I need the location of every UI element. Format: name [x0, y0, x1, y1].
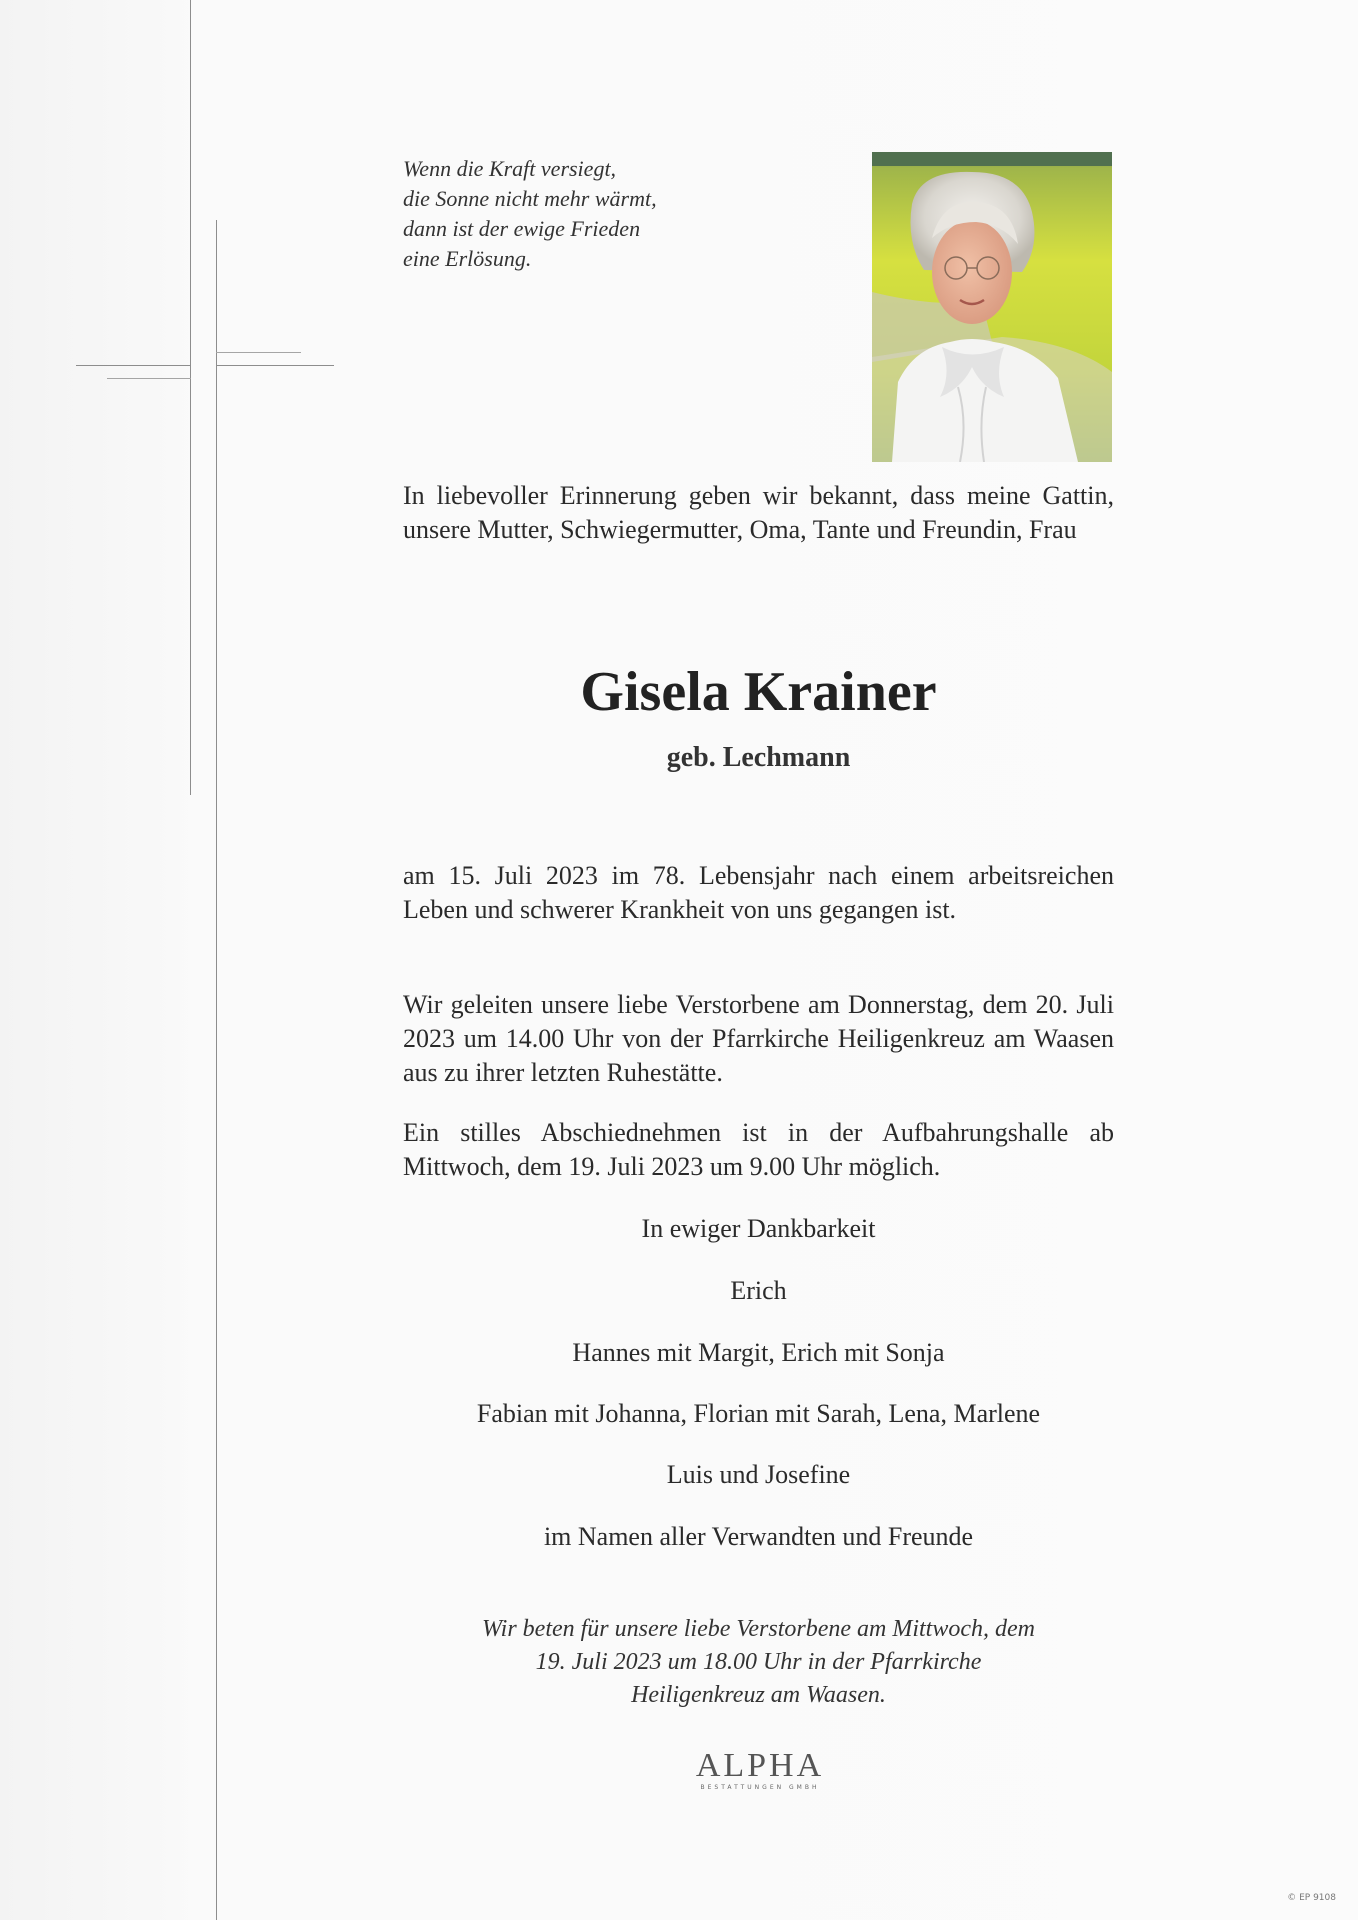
poem-line: die Sonne nicht mehr wärmt,: [403, 186, 657, 211]
poem-line: dann ist der ewige Frieden: [403, 216, 641, 241]
intro-text: In liebevoller Erinnerung geben wir bekannt, dass meine Gattin, unsere Mutter, Schwiegermutter, Oma, Tante und Freundin, Frau: [403, 481, 1114, 544]
reference-code: © EP 9108: [1287, 1893, 1336, 1903]
prayer-notice: [403, 1613, 1114, 1712]
mourner-relatives: im Namen aller Verwandten und Freunde: [543, 1522, 974, 1551]
deceased-name: Gisela Krainer: [580, 661, 937, 723]
prayer-line: Heiligenkreuz am Waasen.: [631, 1682, 886, 1708]
prayer-line: 19. Juli 2023 um 18.00 Uhr in der Pfarrkirche: [535, 1649, 982, 1675]
logo-subtitle: BESTATTUNGEN GMBH: [700, 1784, 820, 1791]
closing-line: In ewiger Dankbarkeit: [641, 1214, 876, 1243]
birth-name: geb. Lechmann: [666, 742, 851, 773]
logo-name: ALPHA: [695, 1747, 825, 1784]
farewell-paragraph: Ein stilles Abschiednehmen ist in der Aufbahrungshalle ab Mittwoch, dem 19. Juli 2023 um 9.00 Uhr möglich.: [403, 1118, 1114, 1181]
portrait-photo: [872, 152, 1112, 462]
poem-line: eine Erlösung.: [403, 246, 532, 271]
poem-line: Wenn die Kraft versiegt,: [403, 156, 617, 181]
funeral-paragraph: Wir geleiten unsere liebe Verstorbene am Donnerstag, dem 20. Juli 2023 um 14.00 Uhr von der Pfarrkirche Heiligenkreuz am Waasen aus zu ihrer letzten Ruhestätte.: [403, 990, 1114, 1087]
prayer-line: Wir beten für unsere liebe Verstorbene am Mittwoch, dem: [481, 1616, 1035, 1642]
mourner-great-grandchildren: Luis und Josefine: [666, 1460, 851, 1489]
poem: [403, 154, 823, 274]
mourner-grandchildren: Fabian mit Johanna, Florian mit Sarah, Lena, Marlene: [476, 1399, 1041, 1428]
mourner-children: Hannes mit Margit, Erich mit Sonja: [572, 1338, 945, 1367]
death-paragraph: am 15. Juli 2023 im 78. Lebensjahr nach einem arbeitsreichen Leben und schwerer Krankheit von uns gegangen ist.: [403, 861, 1114, 924]
funeral-home-logo: [660, 1748, 860, 1792]
mourner-spouse: Erich: [730, 1276, 787, 1305]
